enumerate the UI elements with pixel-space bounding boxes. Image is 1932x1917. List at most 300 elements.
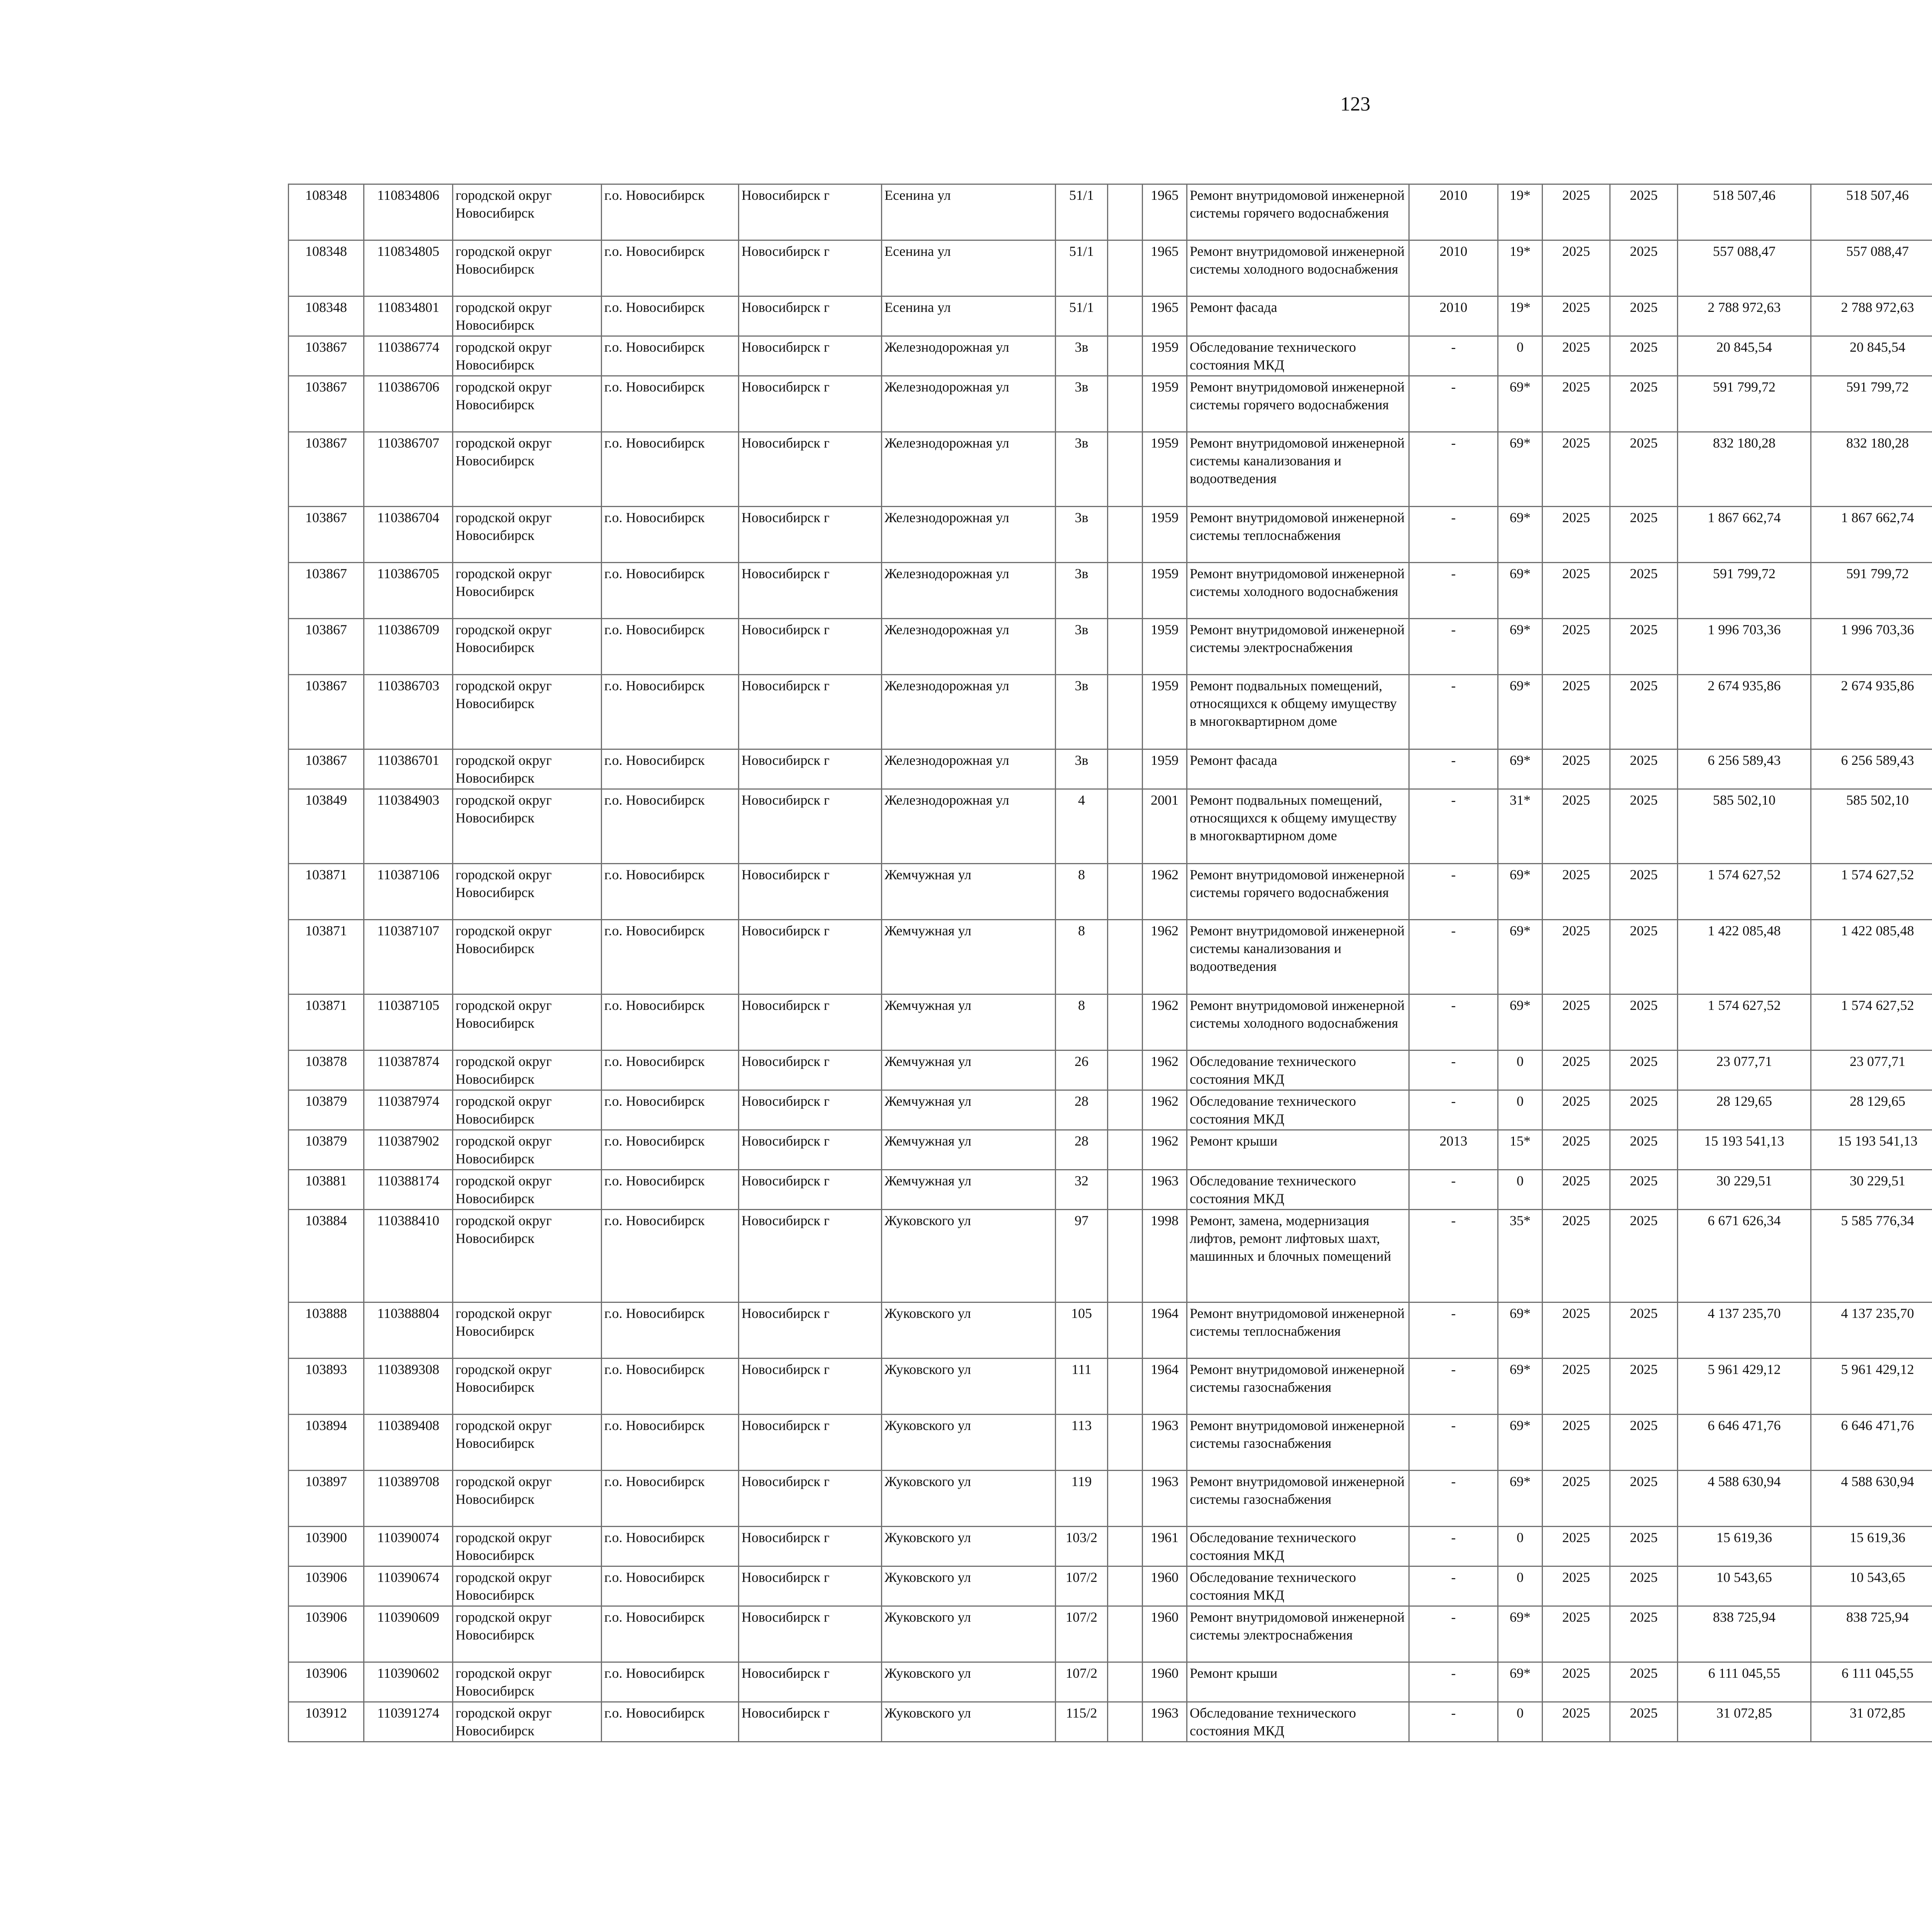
street-cell: Железнодорожная ул [882, 336, 1056, 376]
object-id-cell: 103867 [289, 507, 364, 563]
work-type-cell: Обследование технического состояния МКД [1187, 1527, 1409, 1566]
plan-end-year-cell: 2025 [1610, 1566, 1678, 1606]
work-id-cell: 110389308 [364, 1359, 453, 1415]
settlement-cell: Новосибирск г [739, 507, 882, 563]
building-cell [1108, 749, 1143, 789]
total-cost-cell: 557 088,47 [1678, 240, 1811, 296]
build-year-cell: 1964 [1143, 1302, 1187, 1359]
city-district-cell: г.о. Новосибирск [602, 296, 739, 336]
fund-cost-cell: 557 088,47 [1811, 240, 1932, 296]
fund-cost-cell: 1 574 627,52 [1811, 864, 1932, 920]
object-id-cell: 103871 [289, 920, 364, 994]
municipality-cell: городской округ Новосибирск [453, 563, 602, 619]
object-id-cell: 103871 [289, 864, 364, 920]
city-district-cell: г.о. Новосибирск [602, 864, 739, 920]
fund-cost-cell: 1 867 662,74 [1811, 507, 1932, 563]
fund-cost-cell: 10 543,65 [1811, 1566, 1932, 1606]
plan-end-year-cell: 2025 [1610, 1415, 1678, 1471]
total-cost-cell: 1 996 703,36 [1678, 619, 1811, 675]
table-row [289, 1527, 1932, 1566]
house-number-cell: 26 [1056, 1050, 1108, 1090]
total-cost-cell: 585 502,10 [1678, 789, 1811, 864]
wear-percent-cell: 69* [1498, 507, 1543, 563]
plan-start-year-cell: 2025 [1543, 994, 1610, 1050]
work-type-cell: Ремонт внутридомовой инженерной системы канализования и водоотведения [1187, 920, 1409, 994]
fund-cost-cell: 4 137 235,70 [1811, 1302, 1932, 1359]
building-cell [1108, 184, 1143, 240]
total-cost-cell: 4 137 235,70 [1678, 1302, 1811, 1359]
plan-end-year-cell: 2025 [1610, 1090, 1678, 1130]
settlement-cell: Новосибирск г [739, 1170, 882, 1210]
building-cell [1108, 1302, 1143, 1359]
object-id-cell: 103849 [289, 789, 364, 864]
total-cost-cell: 1 574 627,52 [1678, 864, 1811, 920]
work-type-cell: Обследование технического состояния МКД [1187, 1702, 1409, 1742]
building-cell [1108, 376, 1143, 432]
build-year-cell: 1963 [1143, 1415, 1187, 1471]
work-type-cell: Обследование технического состояния МКД [1187, 1566, 1409, 1606]
wear-percent-cell: 69* [1498, 1471, 1543, 1527]
street-cell: Жемчужная ул [882, 994, 1056, 1050]
last-repair-year-cell: 2010 [1409, 240, 1498, 296]
last-repair-year-cell: - [1409, 920, 1498, 994]
last-repair-year-cell: - [1409, 432, 1498, 507]
last-repair-year-cell: - [1409, 675, 1498, 749]
table-body [289, 184, 1932, 1742]
building-cell [1108, 1702, 1143, 1742]
wear-percent-cell: 69* [1498, 1662, 1543, 1702]
work-type-cell: Ремонт внутридомовой инженерной системы горячего водоснабжения [1187, 376, 1409, 432]
last-repair-year-cell: - [1409, 1090, 1498, 1130]
city-district-cell: г.о. Новосибирск [602, 1702, 739, 1742]
object-id-cell: 103906 [289, 1566, 364, 1606]
plan-end-year-cell: 2025 [1610, 432, 1678, 507]
table-row [289, 675, 1932, 749]
plan-end-year-cell: 2025 [1610, 789, 1678, 864]
plan-start-year-cell: 2025 [1543, 240, 1610, 296]
work-id-cell: 110390674 [364, 1566, 453, 1606]
building-cell [1108, 1090, 1143, 1130]
fund-cost-cell: 1 422 085,48 [1811, 920, 1932, 994]
city-district-cell: г.о. Новосибирск [602, 1302, 739, 1359]
settlement-cell: Новосибирск г [739, 1050, 882, 1090]
building-cell [1108, 1566, 1143, 1606]
plan-end-year-cell: 2025 [1610, 864, 1678, 920]
last-repair-year-cell: - [1409, 749, 1498, 789]
settlement-cell: Новосибирск г [739, 789, 882, 864]
last-repair-year-cell: - [1409, 1170, 1498, 1210]
building-cell [1108, 619, 1143, 675]
wear-percent-cell: 69* [1498, 1302, 1543, 1359]
settlement-cell: Новосибирск г [739, 994, 882, 1050]
house-number-cell: 28 [1056, 1090, 1108, 1130]
build-year-cell: 1960 [1143, 1606, 1187, 1662]
fund-cost-cell: 518 507,46 [1811, 184, 1932, 240]
work-id-cell: 110387106 [364, 864, 453, 920]
fund-cost-cell: 4 588 630,94 [1811, 1471, 1932, 1527]
wear-percent-cell: 19* [1498, 296, 1543, 336]
building-cell [1108, 994, 1143, 1050]
building-cell [1108, 563, 1143, 619]
table-row [289, 1359, 1932, 1415]
last-repair-year-cell: - [1409, 1415, 1498, 1471]
total-cost-cell: 1 574 627,52 [1678, 994, 1811, 1050]
settlement-cell: Новосибирск г [739, 1527, 882, 1566]
wear-percent-cell: 0 [1498, 1050, 1543, 1090]
street-cell: Жуковского ул [882, 1302, 1056, 1359]
table-row [289, 789, 1932, 864]
wear-percent-cell: 69* [1498, 864, 1543, 920]
city-district-cell: г.о. Новосибирск [602, 675, 739, 749]
plan-start-year-cell: 2025 [1543, 1527, 1610, 1566]
building-cell [1108, 432, 1143, 507]
house-number-cell: 4 [1056, 789, 1108, 864]
work-type-cell: Ремонт внутридомовой инженерной системы холодного водоснабжения [1187, 994, 1409, 1050]
city-district-cell: г.о. Новосибирск [602, 619, 739, 675]
wear-percent-cell: 19* [1498, 184, 1543, 240]
municipality-cell: городской округ Новосибирск [453, 994, 602, 1050]
municipality-cell: городской округ Новосибирск [453, 336, 602, 376]
wear-percent-cell: 69* [1498, 376, 1543, 432]
fund-cost-cell: 15 193 541,13 [1811, 1130, 1932, 1170]
object-id-cell: 103894 [289, 1415, 364, 1471]
municipality-cell: городской округ Новосибирск [453, 1210, 602, 1302]
street-cell: Жемчужная ул [882, 1130, 1056, 1170]
municipality-cell: городской округ Новосибирск [453, 1606, 602, 1662]
municipality-cell: городской округ Новосибирск [453, 1702, 602, 1742]
plan-start-year-cell: 2025 [1543, 1415, 1610, 1471]
build-year-cell: 1963 [1143, 1471, 1187, 1527]
wear-percent-cell: 69* [1498, 619, 1543, 675]
building-cell [1108, 920, 1143, 994]
city-district-cell: г.о. Новосибирск [602, 1359, 739, 1415]
last-repair-year-cell: - [1409, 1527, 1498, 1566]
plan-start-year-cell: 2025 [1543, 563, 1610, 619]
plan-start-year-cell: 2025 [1543, 1662, 1610, 1702]
work-id-cell: 110390609 [364, 1606, 453, 1662]
last-repair-year-cell: - [1409, 789, 1498, 864]
plan-end-year-cell: 2025 [1610, 184, 1678, 240]
municipality-cell: городской округ Новосибирск [453, 920, 602, 994]
total-cost-cell: 31 072,85 [1678, 1702, 1811, 1742]
city-district-cell: г.о. Новосибирск [602, 1471, 739, 1527]
city-district-cell: г.о. Новосибирск [602, 1050, 739, 1090]
street-cell: Жуковского ул [882, 1662, 1056, 1702]
table-row [289, 296, 1932, 336]
work-id-cell: 110386704 [364, 507, 453, 563]
work-type-cell: Ремонт внутридомовой инженерной системы холодного водоснабжения [1187, 563, 1409, 619]
work-id-cell: 110387902 [364, 1130, 453, 1170]
plan-end-year-cell: 2025 [1610, 920, 1678, 994]
work-id-cell: 110387974 [364, 1090, 453, 1130]
city-district-cell: г.о. Новосибирск [602, 1130, 739, 1170]
table-row [289, 619, 1932, 675]
work-type-cell: Ремонт внутридомовой инженерной системы газоснабжения [1187, 1471, 1409, 1527]
build-year-cell: 1962 [1143, 994, 1187, 1050]
house-number-cell: 107/2 [1056, 1606, 1108, 1662]
municipality-cell: городской округ Новосибирск [453, 507, 602, 563]
total-cost-cell: 6 671 626,34 [1678, 1210, 1811, 1302]
work-id-cell: 110387105 [364, 994, 453, 1050]
wear-percent-cell: 69* [1498, 563, 1543, 619]
street-cell: Железнодорожная ул [882, 376, 1056, 432]
build-year-cell: 1962 [1143, 1050, 1187, 1090]
plan-end-year-cell: 2025 [1610, 1130, 1678, 1170]
total-cost-cell: 28 129,65 [1678, 1090, 1811, 1130]
plan-start-year-cell: 2025 [1543, 789, 1610, 864]
total-cost-cell: 5 961 429,12 [1678, 1359, 1811, 1415]
street-cell: Железнодорожная ул [882, 432, 1056, 507]
settlement-cell: Новосибирск г [739, 619, 882, 675]
plan-end-year-cell: 2025 [1610, 1606, 1678, 1662]
table-row [289, 336, 1932, 376]
house-number-cell: 51/1 [1056, 184, 1108, 240]
wear-percent-cell: 0 [1498, 1566, 1543, 1606]
plan-end-year-cell: 2025 [1610, 563, 1678, 619]
work-type-cell: Ремонт внутридомовой инженерной системы электроснабжения [1187, 1606, 1409, 1662]
city-district-cell: г.о. Новосибирск [602, 749, 739, 789]
municipality-cell: городской округ Новосибирск [453, 1527, 602, 1566]
municipality-cell: городской округ Новосибирск [453, 1662, 602, 1702]
total-cost-cell: 4 588 630,94 [1678, 1471, 1811, 1527]
city-district-cell: г.о. Новосибирск [602, 1606, 739, 1662]
municipality-cell: городской округ Новосибирск [453, 1415, 602, 1471]
last-repair-year-cell: - [1409, 376, 1498, 432]
fund-cost-cell: 1 996 703,36 [1811, 619, 1932, 675]
house-number-cell: 28 [1056, 1130, 1108, 1170]
plan-end-year-cell: 2025 [1610, 336, 1678, 376]
object-id-cell: 103884 [289, 1210, 364, 1302]
settlement-cell: Новосибирск г [739, 1130, 882, 1170]
municipality-cell: городской округ Новосибирск [453, 1170, 602, 1210]
plan-end-year-cell: 2025 [1610, 376, 1678, 432]
last-repair-year-cell: - [1409, 336, 1498, 376]
work-type-cell: Обследование технического состояния МКД [1187, 336, 1409, 376]
municipality-cell: городской округ Новосибирск [453, 240, 602, 296]
house-number-cell: 8 [1056, 920, 1108, 994]
build-year-cell: 1965 [1143, 240, 1187, 296]
settlement-cell: Новосибирск г [739, 864, 882, 920]
object-id-cell: 103878 [289, 1050, 364, 1090]
last-repair-year-cell: 2013 [1409, 1130, 1498, 1170]
fund-cost-cell: 6 646 471,76 [1811, 1415, 1932, 1471]
total-cost-cell: 518 507,46 [1678, 184, 1811, 240]
total-cost-cell: 23 077,71 [1678, 1050, 1811, 1090]
settlement-cell: Новосибирск г [739, 1210, 882, 1302]
building-cell [1108, 1471, 1143, 1527]
house-number-cell: 32 [1056, 1170, 1108, 1210]
work-type-cell: Ремонт внутридомовой инженерной системы горячего водоснабжения [1187, 864, 1409, 920]
plan-start-year-cell: 2025 [1543, 1130, 1610, 1170]
house-number-cell: 3в [1056, 749, 1108, 789]
plan-start-year-cell: 2025 [1543, 675, 1610, 749]
last-repair-year-cell: - [1409, 507, 1498, 563]
total-cost-cell: 6 256 589,43 [1678, 749, 1811, 789]
page-number: 123 [1340, 93, 1371, 115]
table-row [289, 1471, 1932, 1527]
total-cost-cell: 6 111 045,55 [1678, 1662, 1811, 1702]
settlement-cell: Новосибирск г [739, 376, 882, 432]
work-id-cell: 110386701 [364, 749, 453, 789]
work-id-cell: 110386707 [364, 432, 453, 507]
table-row [289, 1170, 1932, 1210]
build-year-cell: 1960 [1143, 1566, 1187, 1606]
object-id-cell: 108348 [289, 184, 364, 240]
building-cell [1108, 1662, 1143, 1702]
settlement-cell: Новосибирск г [739, 184, 882, 240]
house-number-cell: 8 [1056, 994, 1108, 1050]
plan-start-year-cell: 2025 [1543, 507, 1610, 563]
work-id-cell: 110388410 [364, 1210, 453, 1302]
build-year-cell: 1959 [1143, 749, 1187, 789]
plan-start-year-cell: 2025 [1543, 1606, 1610, 1662]
street-cell: Железнодорожная ул [882, 789, 1056, 864]
last-repair-year-cell: - [1409, 994, 1498, 1050]
work-type-cell: Ремонт внутридомовой инженерной системы газоснабжения [1187, 1359, 1409, 1415]
city-district-cell: г.о. Новосибирск [602, 1210, 739, 1302]
fund-cost-cell: 15 619,36 [1811, 1527, 1932, 1566]
last-repair-year-cell: - [1409, 1662, 1498, 1702]
object-id-cell: 103912 [289, 1702, 364, 1742]
municipality-cell: городской округ Новосибирск [453, 376, 602, 432]
work-type-cell: Ремонт внутридомовой инженерной системы газоснабжения [1187, 1415, 1409, 1471]
city-district-cell: г.о. Новосибирск [602, 1170, 739, 1210]
plan-start-year-cell: 2025 [1543, 1566, 1610, 1606]
street-cell: Жемчужная ул [882, 1050, 1056, 1090]
street-cell: Есенина ул [882, 240, 1056, 296]
wear-percent-cell: 31* [1498, 789, 1543, 864]
plan-start-year-cell: 2025 [1543, 920, 1610, 994]
building-cell [1108, 1050, 1143, 1090]
street-cell: Жемчужная ул [882, 1170, 1056, 1210]
work-type-cell: Ремонт внутридомовой инженерной системы теплоснабжения [1187, 1302, 1409, 1359]
house-number-cell: 3в [1056, 336, 1108, 376]
city-district-cell: г.о. Новосибирск [602, 1415, 739, 1471]
street-cell: Железнодорожная ул [882, 507, 1056, 563]
settlement-cell: Новосибирск г [739, 1566, 882, 1606]
municipality-cell: городской округ Новосибирск [453, 1566, 602, 1606]
settlement-cell: Новосибирск г [739, 1662, 882, 1702]
settlement-cell: Новосибирск г [739, 563, 882, 619]
settlement-cell: Новосибирск г [739, 296, 882, 336]
work-id-cell: 110386774 [364, 336, 453, 376]
total-cost-cell: 10 543,65 [1678, 1566, 1811, 1606]
settlement-cell: Новосибирск г [739, 1702, 882, 1742]
object-id-cell: 103867 [289, 619, 364, 675]
plan-end-year-cell: 2025 [1610, 1359, 1678, 1415]
plan-end-year-cell: 2025 [1610, 675, 1678, 749]
total-cost-cell: 1 422 085,48 [1678, 920, 1811, 994]
plan-end-year-cell: 2025 [1610, 1050, 1678, 1090]
municipality-cell: городской округ Новосибирск [453, 749, 602, 789]
building-cell [1108, 1359, 1143, 1415]
building-cell [1108, 507, 1143, 563]
build-year-cell: 1963 [1143, 1702, 1187, 1742]
object-id-cell: 103879 [289, 1090, 364, 1130]
last-repair-year-cell: - [1409, 1606, 1498, 1662]
house-number-cell: 8 [1056, 864, 1108, 920]
street-cell: Жуковского ул [882, 1210, 1056, 1302]
build-year-cell: 1959 [1143, 376, 1187, 432]
total-cost-cell: 2 674 935,86 [1678, 675, 1811, 749]
wear-percent-cell: 69* [1498, 994, 1543, 1050]
build-year-cell: 1959 [1143, 563, 1187, 619]
total-cost-cell: 591 799,72 [1678, 563, 1811, 619]
build-year-cell: 2001 [1143, 789, 1187, 864]
wear-percent-cell: 35* [1498, 1210, 1543, 1302]
table-row [289, 1302, 1932, 1359]
settlement-cell: Новосибирск г [739, 1359, 882, 1415]
city-district-cell: г.о. Новосибирск [602, 336, 739, 376]
object-id-cell: 103867 [289, 336, 364, 376]
work-id-cell: 110390074 [364, 1527, 453, 1566]
municipality-cell: городской округ Новосибирск [453, 789, 602, 864]
build-year-cell: 1959 [1143, 432, 1187, 507]
build-year-cell: 1959 [1143, 675, 1187, 749]
house-number-cell: 97 [1056, 1210, 1108, 1302]
fund-cost-cell: 23 077,71 [1811, 1050, 1932, 1090]
object-id-cell: 108348 [289, 296, 364, 336]
object-id-cell: 103867 [289, 675, 364, 749]
work-type-cell: Ремонт внутридомовой инженерной системы холодного водоснабжения [1187, 240, 1409, 296]
house-number-cell: 111 [1056, 1359, 1108, 1415]
work-type-cell: Ремонт крыши [1187, 1662, 1409, 1702]
city-district-cell: г.о. Новосибирск [602, 240, 739, 296]
table-row [289, 1415, 1932, 1471]
capital-repair-table [288, 184, 1932, 1742]
work-id-cell: 110834801 [364, 296, 453, 336]
work-type-cell: Обследование технического состояния МКД [1187, 1090, 1409, 1130]
plan-start-year-cell: 2025 [1543, 1050, 1610, 1090]
last-repair-year-cell: - [1409, 563, 1498, 619]
object-id-cell: 103867 [289, 563, 364, 619]
table-row [289, 864, 1932, 920]
table-row [289, 1090, 1932, 1130]
build-year-cell: 1959 [1143, 619, 1187, 675]
plan-start-year-cell: 2025 [1543, 336, 1610, 376]
work-type-cell: Ремонт подвальных помещений, относящихся к общему имуществу в многоквартирном доме [1187, 675, 1409, 749]
total-cost-cell: 838 725,94 [1678, 1606, 1811, 1662]
building-cell [1108, 1527, 1143, 1566]
settlement-cell: Новосибирск г [739, 749, 882, 789]
fund-cost-cell: 838 725,94 [1811, 1606, 1932, 1662]
building-cell [1108, 1210, 1143, 1302]
table-row [289, 1210, 1932, 1302]
city-district-cell: г.о. Новосибирск [602, 789, 739, 864]
plan-start-year-cell: 2025 [1543, 184, 1610, 240]
street-cell: Железнодорожная ул [882, 619, 1056, 675]
total-cost-cell: 30 229,51 [1678, 1170, 1811, 1210]
house-number-cell: 113 [1056, 1415, 1108, 1471]
wear-percent-cell: 0 [1498, 1527, 1543, 1566]
object-id-cell: 103893 [289, 1359, 364, 1415]
table-row [289, 1566, 1932, 1606]
build-year-cell: 1960 [1143, 1662, 1187, 1702]
city-district-cell: г.о. Новосибирск [602, 920, 739, 994]
table-row [289, 749, 1932, 789]
table-row [289, 1130, 1932, 1170]
city-district-cell: г.о. Новосибирск [602, 1662, 739, 1702]
plan-start-year-cell: 2025 [1543, 864, 1610, 920]
build-year-cell: 1963 [1143, 1170, 1187, 1210]
plan-start-year-cell: 2025 [1543, 1090, 1610, 1130]
building-cell [1108, 864, 1143, 920]
build-year-cell: 1962 [1143, 920, 1187, 994]
plan-start-year-cell: 2025 [1543, 1702, 1610, 1742]
work-type-cell: Обследование технического состояния МКД [1187, 1050, 1409, 1090]
object-id-cell: 108348 [289, 240, 364, 296]
plan-end-year-cell: 2025 [1610, 507, 1678, 563]
